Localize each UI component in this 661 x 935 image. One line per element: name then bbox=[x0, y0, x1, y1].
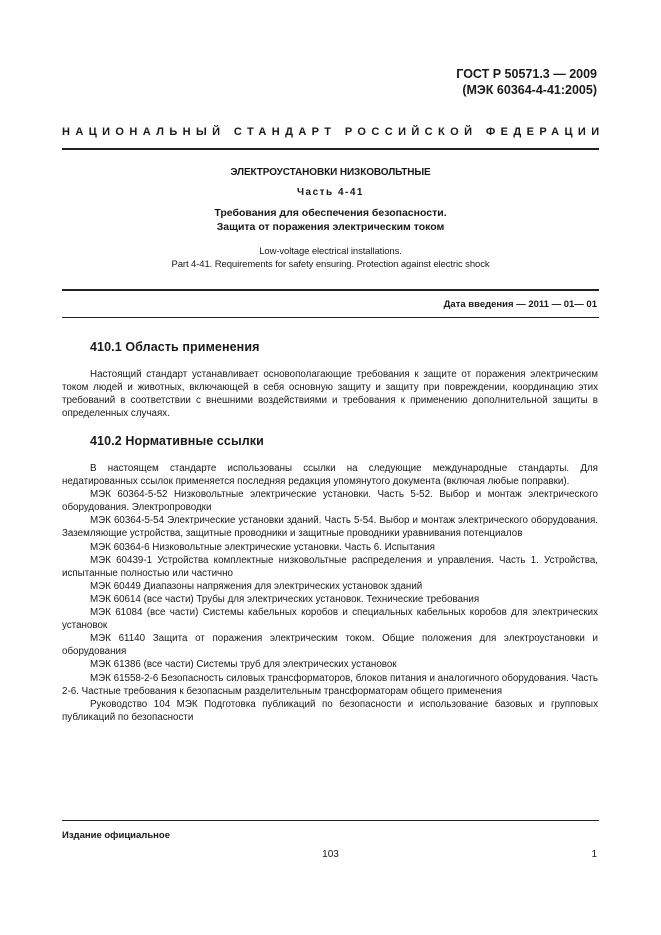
document-title: ЭЛЕКТРОУСТАНОВКИ НИЗКОВОЛЬТНЫЕ bbox=[230, 167, 431, 178]
iec-code: (МЭК 60364-4-41:2005) bbox=[462, 83, 597, 97]
title-divider bbox=[62, 289, 599, 291]
reference-item: Руководство 104 МЭК Подготовка публикаций по безопасности и использование базовых и групповых публикаций по безопасности bbox=[62, 698, 598, 723]
footer-divider bbox=[62, 820, 599, 821]
reference-item: МЭК 61558-2-6 Безопасность силовых трансформаторов, блоков питания и аналогичного оборудования. Часть 2-6. Частные требования к безопасным разделительным трансформаторам общего применения bbox=[62, 672, 599, 697]
standard-header bbox=[456, 66, 597, 98]
document-subtitle bbox=[62, 206, 599, 234]
english-title-line-1: Low-voltage electrical installations. bbox=[259, 246, 402, 257]
reference-item: МЭК 61084 (все части) Системы кабельных коробов и специальных кабельных коробов для электрических установок bbox=[62, 607, 598, 632]
english-title bbox=[62, 245, 599, 271]
reference-item: МЭК 60364-6 Низковольтные электрические установки. Часть 6. Испытания bbox=[90, 541, 435, 553]
top-divider bbox=[62, 148, 599, 150]
subtitle-line-1: Требования для обеспечения безопасности. bbox=[214, 207, 447, 219]
reference-item: МЭК 60439-1 Устройства комплектные низковольтные распределения и управления. Часть 1. Устройства, испытанные полностью или частично bbox=[62, 554, 598, 579]
sheet-number: 1 bbox=[591, 849, 597, 860]
subtitle-line-2: Защита от поражения электрическим током bbox=[216, 221, 445, 233]
references-list bbox=[62, 462, 598, 724]
scope-text: Настоящий стандарт устанавливает основополагающие требования к защите от поражения электрическим током людей и животных, включающей в себя основную защиту и защиту при повреждении, координацию этих требований в соответствии с внешними воздействиями и требования к применению дополнительной защиты в определенных случаях. bbox=[62, 369, 598, 420]
section-heading-scope: 410.1 Область применения bbox=[90, 340, 260, 354]
document-part: Часть 4-41 bbox=[297, 187, 364, 198]
page-number: 103 bbox=[322, 849, 339, 860]
reference-item: МЭК 60364-5-54 Электрические установки зданий. Часть 5-54. Выбор и монтаж электрического оборудования. Заземляющие устройства, защитные проводники и защитные проводники уравнивания потенциалов bbox=[62, 515, 598, 540]
reference-item: МЭК 60449 Диапазоны напряжения для электрических установок зданий bbox=[90, 580, 423, 592]
introduction-date: Дата введения — 2011 — 01— 01 bbox=[443, 299, 597, 310]
scope-paragraph bbox=[62, 368, 598, 420]
date-divider bbox=[62, 317, 599, 318]
standard-code: ГОСТ Р 50571.3 — 2009 bbox=[456, 67, 597, 81]
official-edition-note: Издание официальное bbox=[62, 830, 170, 841]
reference-item: МЭК 61140 Защита от поражения электрическим током. Общие положения для электроустановки и оборудования bbox=[62, 633, 598, 658]
reference-item: МЭК 61386 (все части) Системы труб для электрических установок bbox=[90, 659, 397, 671]
reference-item: МЭК 60614 (все части) Трубы для электрических установок. Технические требования bbox=[90, 593, 480, 605]
national-standard-banner: НАЦИОНАЛЬНЫЙ СТАНДАРТ РОССИЙСКОЙ ФЕДЕРАЦИИ bbox=[62, 126, 605, 138]
english-title-line-2: Part 4-41. Requirements for safety ensuring. Protection against electric shock bbox=[171, 259, 490, 270]
section-heading-references: 410.2 Нормативные ссылки bbox=[90, 434, 264, 448]
reference-item: МЭК 60364-5-52 Низковольтные электрические установки. Часть 5-52. Выбор и монтаж электрического оборудования. Электропроводки bbox=[62, 489, 598, 514]
references-intro: В настоящем стандарте использованы ссылки на следующие международные стандарты. Для недатированных ссылок применяется последняя редакция упомянутого документа (включая любые поправки). bbox=[62, 463, 598, 488]
